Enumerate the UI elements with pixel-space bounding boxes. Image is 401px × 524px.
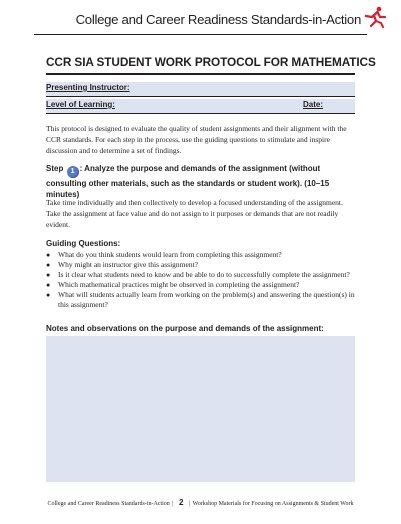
step-label: Step	[46, 164, 64, 173]
guiding-questions-heading: Guiding Questions:	[46, 239, 121, 248]
footer-right-text: Workshop Materials for Focusing on Assignments & Student Work	[192, 501, 354, 507]
question-text: What will students actually learn from working on the problem(s) and answering the question(s) in this assignment?	[58, 290, 355, 309]
list-item	[46, 290, 357, 310]
document-title: CCR SIA STUDENT WORK PROTOCOL FOR MATHEMATICS	[46, 55, 376, 69]
page-number: 2	[179, 498, 184, 507]
list-item	[46, 250, 357, 260]
question-text: Is it clear what students need to know and be able to do to successfully complete the assignment?	[58, 270, 350, 279]
bullet-icon: ●	[46, 291, 51, 299]
date-label: Date:	[302, 100, 323, 109]
footer-separator: |	[188, 501, 191, 507]
header-divider	[34, 34, 367, 35]
step-heading-text: : Analyze the purpose and demands of the assignment (without consulting other materials, such as the standards or student work). (10–15 minutes)	[46, 164, 330, 199]
instructions-paragraph: Take time individually and then collectively to develop a focused understanding of the assignment. Take the assignment at face value and do not assign to it purposes or demands that are not readily evident.	[46, 198, 343, 229]
bullet-icon: ●	[46, 251, 51, 259]
presenting-instructor-field[interactable]	[46, 82, 355, 96]
header-title: College and Career Readiness Standards-in-Action	[75, 12, 361, 27]
bullet-icon: ●	[46, 261, 51, 269]
list-item	[46, 270, 357, 280]
level-of-learning-field[interactable]	[46, 99, 355, 113]
question-text: Which mathematical practices might be observed in completing the assignment?	[58, 280, 300, 289]
footer-separator: |	[172, 501, 174, 507]
footer-left-text: College and Career Readiness Standards-in-Action	[47, 501, 170, 507]
question-text: Why might an instructor give this assignment?	[58, 260, 198, 269]
notes-heading: Notes and observations on the purpose and demands of the assignment:	[46, 324, 324, 333]
list-item	[46, 280, 357, 290]
page-footer	[0, 498, 401, 507]
level-of-learning-label: Level of Learning:	[46, 100, 115, 109]
guiding-questions-list	[46, 250, 357, 310]
step-heading	[46, 163, 357, 200]
step-number-badge: 1	[67, 166, 79, 178]
runner-logo-icon	[361, 6, 387, 28]
question-text: What do you think students would learn from completing this assignment?	[58, 250, 282, 259]
intro-paragraph: This protocol is designed to evaluate the quality of student assignments and their alignment with the CCR standards. For each step in the process, use the guiding questions to stimulate and inspire discussion and to determine a set of findings.	[46, 124, 347, 155]
list-item	[46, 260, 357, 270]
bullet-icon: ●	[46, 281, 51, 289]
bullet-icon: ●	[46, 271, 51, 279]
level-of-learning-line	[46, 113, 355, 114]
presenting-instructor-label: Presenting Instructor:	[46, 83, 130, 92]
notes-input-area[interactable]	[46, 336, 355, 482]
title-divider	[46, 73, 355, 75]
presenting-instructor-line	[46, 96, 355, 97]
